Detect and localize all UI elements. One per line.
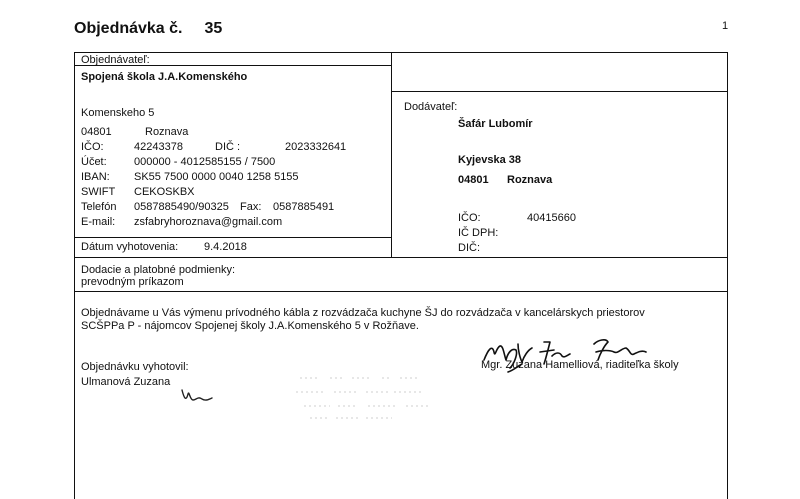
frame-left [74, 52, 75, 499]
orderer-swift-label: SWIFT [81, 186, 116, 198]
orderer-ucet-label: Účet: [81, 156, 107, 168]
issued-by-name: Ulmanová Zuzana [81, 376, 171, 388]
date-value: 9.4.2018 [204, 241, 247, 253]
document-title [74, 20, 222, 38]
date-top-line [74, 237, 392, 238]
page-number: 1 [722, 20, 729, 32]
signatory-name: Mgr. Zuzana Hamelliová, riaditeľka školy [481, 359, 679, 371]
supplier-ico-label: IČO: [458, 212, 481, 224]
date-label: Dátum vyhotovenia: [81, 241, 179, 253]
order-text-line-2: SCŠPPa P - nájomcov Spojenej školy J.A.Komenského 5 v Rožňave. [81, 320, 419, 332]
supplier-city: Roznava [507, 174, 553, 186]
orderer-city: Roznava [145, 126, 189, 138]
orderer-fax: 0587885491 [273, 201, 335, 213]
orderer-dic-label: DIČ : [215, 141, 241, 153]
orderer-swift: CEKOSKBX [134, 186, 195, 198]
orderer-email: zsfabryhoroznava@gmail.com [134, 216, 283, 228]
orderer-label: Objednávateľ: [81, 54, 150, 66]
orderer-phone-label: Telefón [81, 201, 117, 213]
orderer-ico: 42243378 [134, 141, 183, 153]
supplier-top [391, 91, 728, 92]
supplier-ico: 40415660 [527, 212, 576, 224]
orderer-iban: SK55 7500 0000 0040 1258 5155 [134, 171, 299, 183]
supplier-dic-label: DIČ: [458, 242, 480, 254]
orderer-iban-label: IBAN: [81, 171, 110, 183]
supplier-street: Kyjevska 38 [458, 154, 521, 166]
orderer-street: Komenskeho 5 [81, 107, 155, 119]
supplier-icdph-label: IČ DPH: [458, 227, 499, 239]
orderer-ico-label: IČO: [81, 141, 104, 153]
issuer-initials-signature [178, 384, 218, 408]
section-line-1 [74, 257, 728, 258]
terms-label: Dodacie a platobné podmienky: [81, 264, 236, 276]
terms-value: prevodným príkazom [81, 276, 184, 288]
section-line-2 [74, 291, 728, 292]
supplier-label: Dodávateľ: [404, 101, 458, 113]
supplier-name: Šafár Lubomír [458, 118, 533, 130]
orderer-ucet: 000000 - 4012585155 / 7500 [134, 156, 276, 168]
orderer-name: Spojená škola J.A.Komenského [81, 71, 248, 83]
title-label: Objednávka č. [74, 20, 183, 37]
issued-by-label: Objednávku vyhotovil: [81, 361, 189, 373]
supplier-zip: 04801 [458, 174, 489, 186]
frame-right [727, 52, 728, 499]
orderer-fax-label: Fax: [240, 201, 262, 213]
orderer-dic: 2023332641 [285, 141, 347, 153]
orderer-phone: 0587885490/90325 [134, 201, 229, 213]
frame-top [74, 52, 728, 53]
faint-stamp [290, 370, 450, 425]
order-number: 35 [204, 20, 223, 37]
order-text-line-1: Objednávame u Vás výmenu prívodného kábla z rozvádzača kuchyne ŠJ do rozvádzača v kancelárskych priestorov [81, 307, 645, 319]
director-signature [478, 330, 678, 380]
orderer-email-label: E-mail: [81, 216, 116, 228]
orderer-divider [391, 52, 392, 257]
orderer-zip: 04801 [81, 126, 112, 138]
